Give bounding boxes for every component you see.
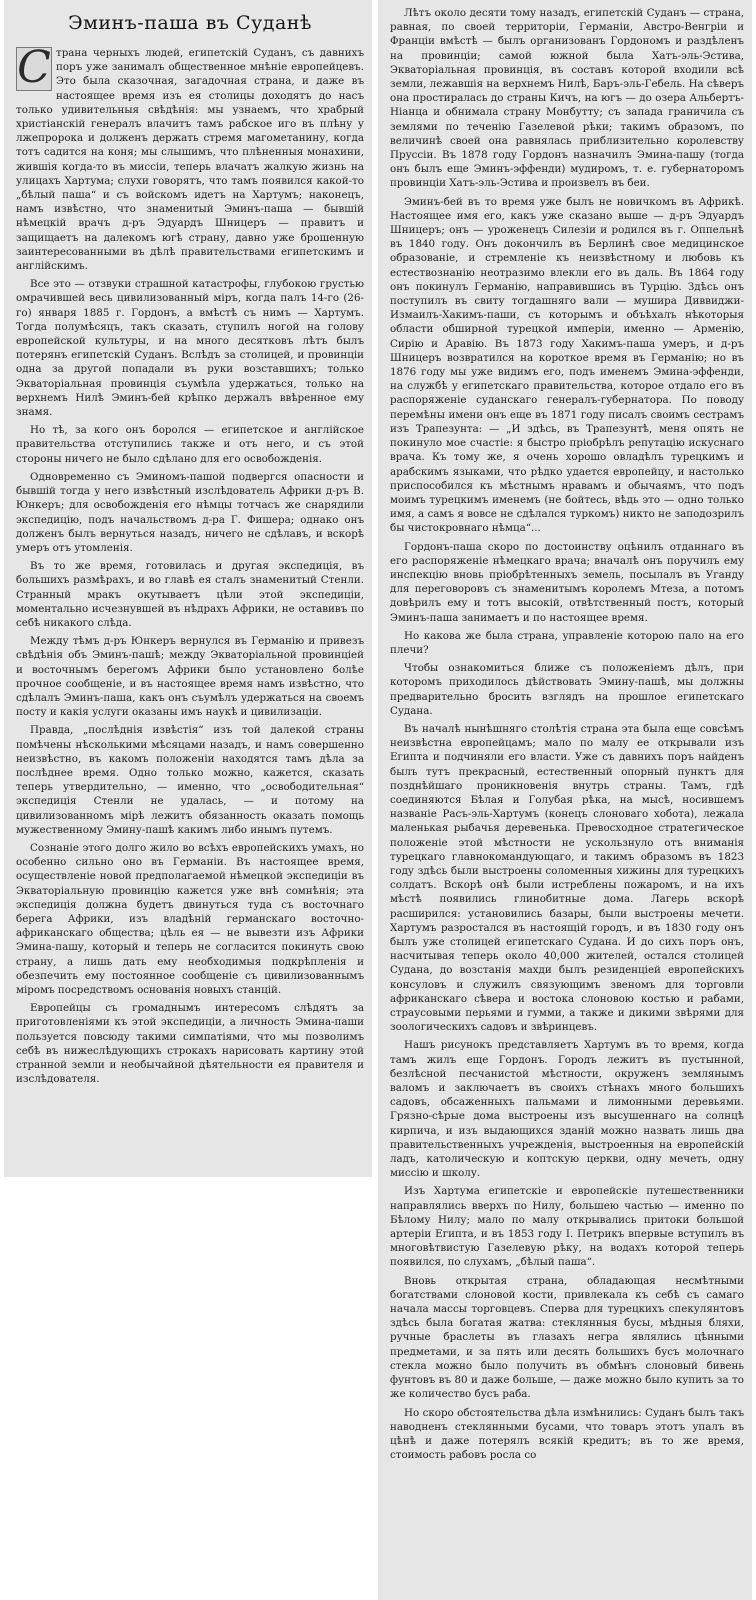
paragraph: Одновременно съ Эминомъ-пашой подвергся опасности и бывшій тогда у него извѣстный изслѣдователь Африки д-ръ В. Юнкеръ; для освобожденія его нѣмцы тотчасъ же снарядили экспедицію, подъ начальствомъ д-ра Г. Фишера; однако онъ долженъ былъ вернуться назадъ, ничего не сдѣлавъ, и вскорѣ умеръ отъ утомленія. [16,470,364,554]
paragraph: Лѣтъ около десяти тому назадъ, египетскій Суданъ — страна, равная, по своей территоріи, Германіи, Австро-Венгріи и Франціи вмѣстѣ — былъ организованъ Гордономъ и раздѣленъ на провинціи; самой южной была Хатъ-эль-Эстива, Экваторіальная провинція, въ составъ которой входили всѣ земли, лежавшія на верхнемъ Нилѣ, Баръ-эль-Гебель. На сѣверъ она простиралась до страны Кичъ, на югъ — до озера Альбертъ-Ніанца и обнимала страну Монбутту; съ запада граничила съ землями по теченію Газелевой рѣки; такимъ образомъ, по величинѣ своей она равнялась приблизительно королевству Пруссіи. Въ 1878 году Гордонъ назначилъ Эмина-пашу (тогда онъ былъ еще Эминъ-эффенди) мудиромъ, т. е. губернаторомъ провинціи Хатъ-эль-Эстива и произвелъ въ беи. [390,7,744,190]
paragraph: Нашъ рисунокъ представляетъ Хартумъ въ то время, когда тамъ жилъ еще Гордонъ. Городъ лежитъ въ пустынной, безлѣсной песчанистой мѣстности, окруженъ землянымъ валомъ и заключаетъ въ своихъ стѣнахъ много большихъ садовъ, обсаженныхъ пальмами и лимонными деревьями. Грязно-сѣрые дома выстроены изъ высушеннаго на солнцѣ кирпича, и изъ выдающихся зданій можно назвать лишь два правительственныхъ учрежденія, выстроенныя на европейскій ладъ, католическую и коптскую церкви, одну мечеть, одну миссію и школу. [390,1039,744,1180]
paragraph: Въ то же время, готовилась и другая экспедиція, въ большихъ размѣрахъ, и во главѣ ея сталъ знаменитый Стенли. Странный мракъ окутываетъ цѣли этой экспедиціи, моментально исчезнувшей въ нѣдрахъ Африки, не оставивъ по себѣ никакого слѣда. [16,560,364,629]
paragraph: Но тѣ, за кого онъ боролся — египетское и англійское правительства отступились также и отъ него, и съ этой стороны ничего не было сдѣлано для его освобожденія. [16,424,364,465]
paragraph: Все это — отзвуки страшной катастрофы, глубокою грустью омрачившей весь цивилизованный міръ, когда палъ 14-го (26-го) января 1885 г. Гордонъ, а вмѣстѣ съ нимъ — Хартумъ. Тогда полумѣсяцъ, такъ сказать, ступилъ ногой на голову европейской культуры, и на много десятковъ лѣтъ былъ потерянъ египетскій Суданъ. Вслѣдъ за столицей, и провинціи одна за другой попадали въ руки возставшихъ; только Экваторіальная провинція съумѣла удержаться, только на верхнемъ Нилѣ Эминъ-бей крѣпко держалъ ввѣренное ему знамя. [16,278,364,419]
paragraph: Вновь открытая страна, обладающая несмѣтными богатствами слоновой кости, привлекала къ себѣ съ самаго начала массы торговцевъ. Сперва для турецкихъ спекулянтовъ здѣсь была богатая жатва: стеклянныя бусы, мѣдныя бляхи, ручные браслеты въ глазахъ негра являлись цѣнными предметами, и за пять или десять большихъ бусъ молочнаго стекла можно было получить въ обмѣнъ слоновый бивень фунтовъ въ 80 и даже больше, — даже можно было купить за то же количество бусъ раба. [390,1274,744,1401]
paragraph: Въ началѣ нынѣшняго столѣтія страна эта была еще совсѣмъ неизвѣстна европейцамъ; мало по малу ее открывали изъ Египта и подчиняли его власти. Уже съ давнихъ поръ найденъ былъ тутъ прекрасный, естественный опорный пунктъ для позднѣйшаго проникновенія внутрь страны. Тамъ, гдѣ соединяются Бѣлая и Голубая рѣка, на мысѣ, носившемъ названіе Расъ-эль-Хартумъ (конецъ слоноваго хобота), лежала маленькая рыбачья деревенька. Превосходное стратегическое положеніе этой мѣстности не ускользнуло отъ вниманія турецкаго главнокомандующаго, и такимъ образомъ въ 1823 году здѣсь были выстроены соломенныя хижины для турецкихъ солдатъ. Вскорѣ онѣ были истреблены пожаромъ, и на ихъ мѣстѣ появились глинобитные дома. Лагерь вскорѣ расширился: установились базары, были выстроены мечети. Хартумъ разростался въ настоящій городъ, и въ 1830 году онъ былъ уже столицей египетскаго Судана. И до сихъ поръ онъ, насчитывая теперь около 40,000 жителей, остался столицей Судана, до возстанія махди былъ резиденціей европейскихъ консуловъ и служилъ связующимъ звеномъ для торговли африканскаго сѣвера и востока слоновою костью и рабами, страусовыми перьями и гумми, а также и дикими звѣрями для зоологическихъ садовъ и звѣринцевъ. [390,722,744,1034]
paragraph [16,42,364,273]
paragraph: Сознаніе этого долго жило во всѣхъ европейскихъ умахъ, но особенно сильно оно въ Германіи. Въ настоящее время, осуществленіе новой предполагаемой нѣмецкой экспедиціи въ Экваторіальную провинцію кажется уже внѣ сомнѣнія; эта экспедиція должна будетъ двинуться туда съ восточнаго берега Африки, изъ владѣній германскаго восточно-африканскаго общества; цѣль ея — не вывезти изъ Африки Эмина-пашу, который и теперь не согласится покинуть свою страну, а лишь дать ему необходимыя подкрѣпленія и обезпечить ему постоянное сообщеніе съ цивилизованнымъ міромъ посредствомъ основанія новыхъ станцій. [16,841,364,996]
paragraph-text: трана черныхъ людей, египетскій Суданъ, съ давнихъ поръ уже занималъ общественное мнѣніе европейцевъ. Это была сказочная, загадочная страна, и даже въ настоящее время изъ ея столицы доходятъ до насъ только удивительныя свѣдѣнія: мы узнаемъ, что храбрый христіанскій генералъ влачитъ тамъ рабское иго въ плѣну у лжепророка и долженъ держать стремя магометанину, когда тотъ садится на коня; мы слышимъ, что плѣненныя монахини, жившія когда-то въ миссіи, теперь влачатъ жалкую жизнь на улицахъ Хартума; слухи говорятъ, что тамъ появился какой-то „бѣлый паша“ и съ войскомъ идетъ на Хартумъ; наконецъ, намъ извѣстно, что знаменитый Эминъ-паша — бывшій нѣмецкій врачъ д-ръ Эдуардъ Шницеръ — правитъ и защищаетъ на далекомъ югѣ страну, давно уже брошенную заинтересованными въ дѣлѣ правительствами египетскимъ и англійскимъ. [16,47,364,273]
paragraph: Чтобы ознакомиться ближе съ положеніемъ дѣлъ, при которомъ приходилось дѣйствовать Эмину-пашѣ, мы должны предварительно бросить взглядъ на прошлое египетскаго Судана. [390,662,744,717]
paragraph: Изъ Хартума египетскіе и европейскіе путешественники направлялись вверхъ по Нилу, большею частью — именно по Бѣлому Нилу; мало по малу открывались притоки большой артеріи Египта, и въ 1853 году І. Петрикъ впервые вступилъ въ многовѣтвистую Газелевую рѣку, на водахъ которой теперь появился, по слухамъ, „бѣлый паша“. [390,1185,744,1269]
drop-cap: С [17,42,51,93]
paragraph: Но скоро обстоятельства дѣла измѣнились: Суданъ былъ такъ наводненъ стеклянными бусами, что товаръ этотъ упалъ въ цѣнѣ и даже потерялъ всякій кредитъ; въ то же время, стоимость рабовъ росла со [390,1406,744,1462]
paragraph: Гордонъ-паша скоро по достоинству оцѣнилъ отданнаго въ его распоряженіе нѣмецкаго врача; вначалѣ онъ поручилъ ему инспекцію вновь пріобрѣтенныхъ земель, посылалъ въ Уганду для переговоровъ съ знаменитымъ королемъ Мтеза, а потомъ довѣрилъ ему и тотъ высокій, отвѣтственный постъ, который Эминъ-паша занимаетъ и по настоящее время. [390,540,744,624]
paragraph: Европейцы съ громаднымъ интересомъ слѣдятъ за приготовленіями къ этой экспедиціи, а личность Эмина-паши пользуется повсюду такими симпатіями, что мы позволимъ себѣ въ нижеслѣдующихъ строкахъ нарисовать картину этой странной земли и необычайной дѣятельности ея правителя и изслѣдователя. [16,1002,364,1086]
paragraph: Между тѣмъ д-ръ Юнкеръ вернулся въ Германію и привезъ свѣдѣнія объ Эминъ-пашѣ; между Экваторіальной провинціей и восточнымъ берегомъ Африки было установлено болѣе прочное сообщеніе, и въ настоящее время намъ извѣстно, что сдѣлалъ Эминъ-паша, какъ онъ съумѣлъ удержаться на своемъ посту и какія услуги оказаны имъ наукѣ и цивилизаціи. [16,635,364,719]
paragraph: Правда, „послѣднія извѣстія“ изъ той далекой страны помѣчены нѣсколькими мѣсяцами назадъ, и намъ совершенно неизвѣстно, въ какомъ положеніи находятся тамъ дѣла за послѣднее время. Одно только можно, кажется, сказать теперь утвердительно, — именно, что „освободительная“ экспедиція Стенли не удалась, — и потому на цивилизованномъ мірѣ лежитъ обязанность оказать помощь мужественному Эмину-пашѣ какимъ либо инымъ путемъ. [16,724,364,836]
paragraph: Но какова же была страна, управленіе которою пало на его плечи? [390,629,744,656]
paragraph: Эминъ-бей въ то время уже былъ не новичкомъ въ Африкѣ. Настоящее имя его, какъ уже сказано выше — д-ръ Эдуардъ Шницеръ; онъ — уроженецъ Силезіи и родился въ г. Оппельнѣ въ 1840 году. Онъ докончилъ въ Берлинѣ свое медицинское образованіе, и стремленіе къ неизвѣстному и любовь къ естествознанію неотразимо влекли его въ даль. Въ 1864 году онъ покинулъ Германію, направившись въ Турцію. Здѣсь онъ поступилъ въ свиту тогдашняго вали — мушира Диввиджи-Измаилъ-Хакимъ-паши, съ которымъ и объѣхалъ нѣкоторыя области обширной турецкой имперіи, именно — Арменію, Сирію и Аравію. Въ 1873 году Хакимъ-паша умеръ, и д-ръ Шницеръ возвратился на короткое время въ Германію; но въ 1876 году мы уже видимъ его, подъ именемъ Эмина-эффенди, на службѣ у египетскаго правительства, которое отдало его въ распоряженіе суданскаго генералъ-губернатора. По поводу перемѣны имени онъ еще въ 1871 году писалъ своимъ сестрамъ изъ Трапезунта: — „И здѣсь, въ Трапезунтѣ, меня опять не покинуло мое счастіе: я быстро пріобрѣлъ репутацію искуснаго врача. Къ тому же, я очень хорошо овладѣлъ турецкимъ и арабскимъ языками, что рѣдко удается европейцу, и настолько приспособился къ мѣстнымъ нравамъ и обычаямъ, что подъ моимъ турецкимъ именемъ (не бойтесь, вѣдь это — одно только имя, а самъ я вовсе не сдѣлался туркомъ) никто не заподозрилъ бы чистокровнаго нѣмца“... [390,195,744,535]
left-column [4,0,372,1177]
right-column [378,0,752,1600]
article-title: Эминъ-паша въ Суданѣ [68,12,312,34]
